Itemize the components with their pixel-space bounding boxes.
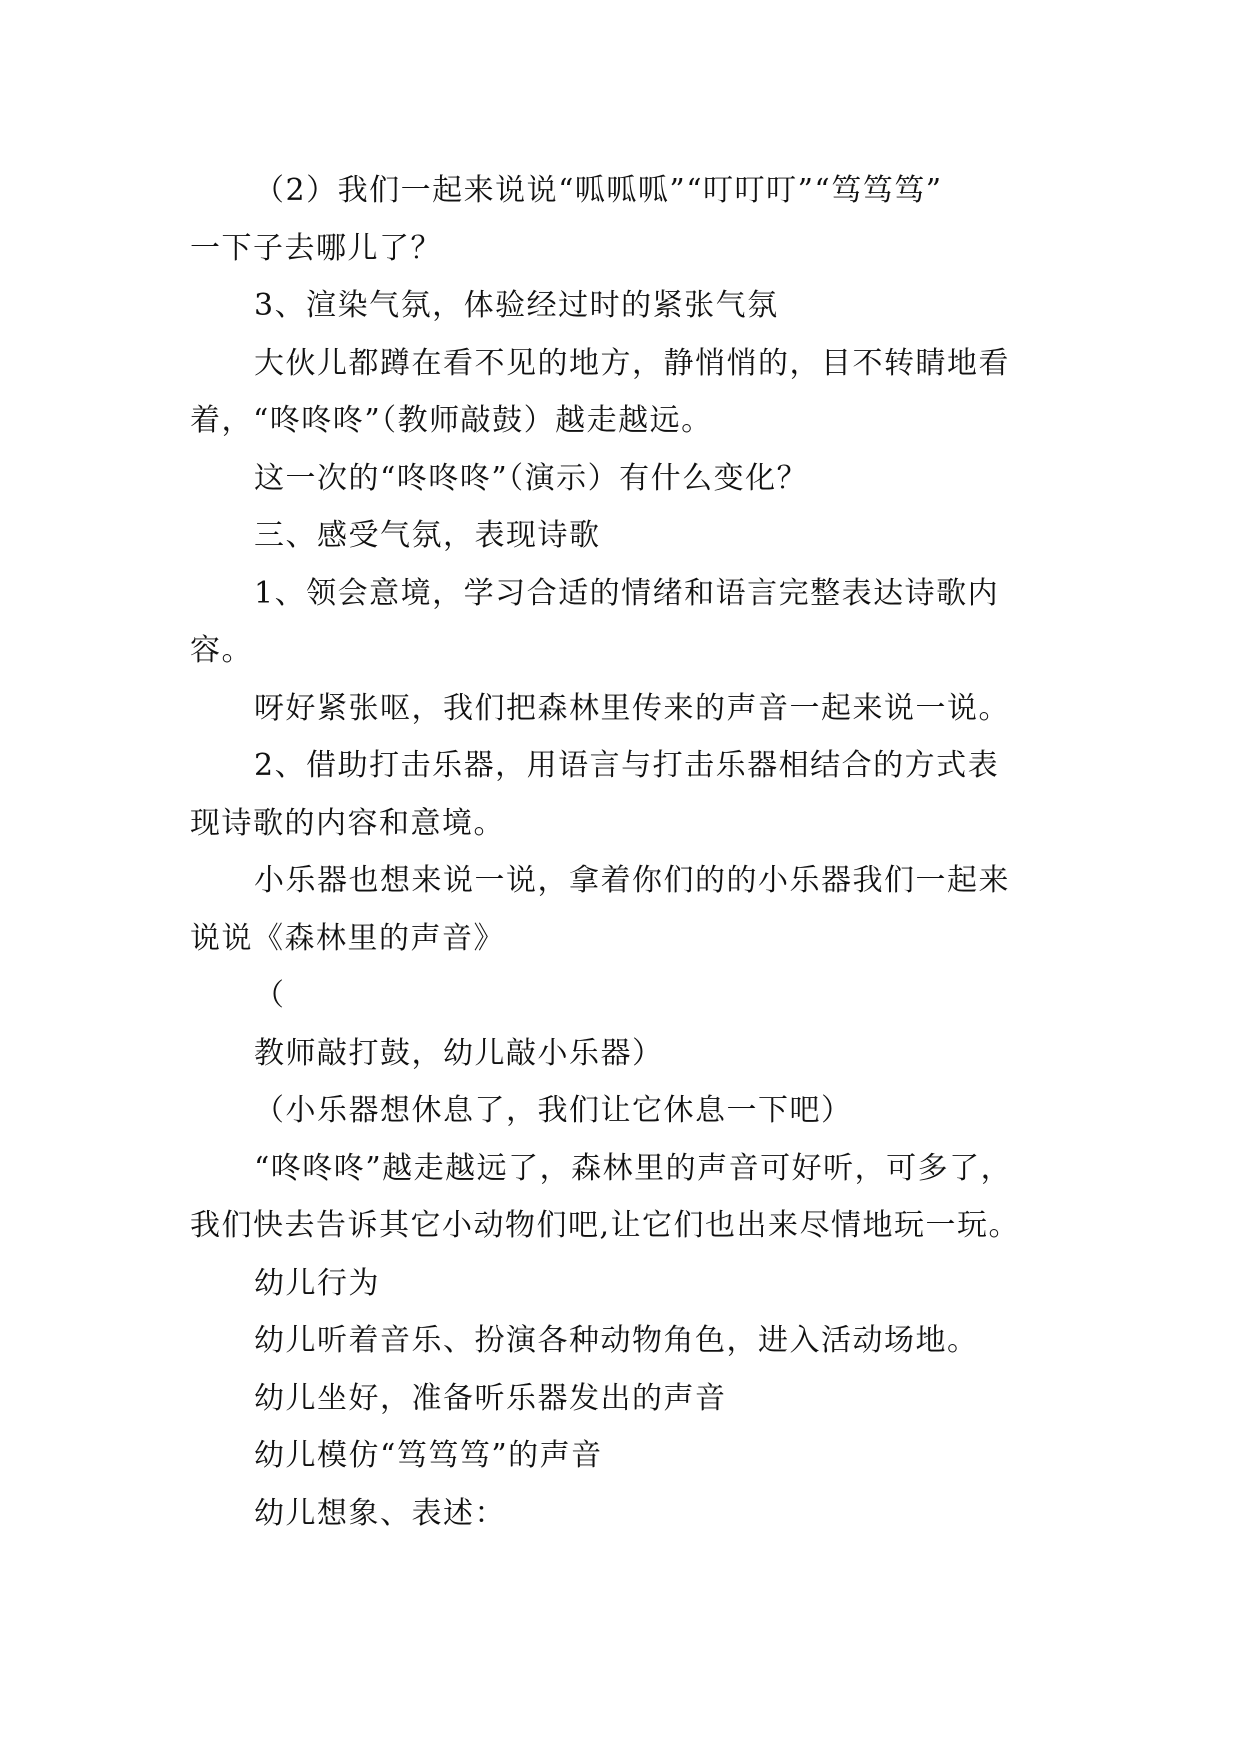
section-heading: 三、感受气氛，表现诗歌 <box>254 518 601 553</box>
text-line: “咚咚咚”越走越远了，森林里的声音可好听，可多了， <box>254 1150 1013 1186</box>
text-line: 幼儿模仿“笃笃笃”的声音 <box>254 1438 603 1473</box>
text-line: 一下子去哪儿了？ <box>190 230 442 266</box>
text-line: 现诗歌的内容和意境。 <box>190 805 505 841</box>
text-line: 说说《森林里的声音》 <box>190 920 505 956</box>
text-line: 幼儿听着音乐、扮演各种动物角色，进入活动场地。 <box>254 1323 979 1358</box>
text-line: 幼儿想象、表述： <box>254 1495 506 1531</box>
text-line: 3、渲染气氛，体验经过时的紧张气氛 <box>254 288 779 323</box>
text-line: 容。 <box>190 633 253 668</box>
text-line: （小乐器想休息了，我们让它休息一下吧） <box>254 1093 853 1128</box>
text-line: 小乐器也想来说一说，拿着你们的的小乐器我们一起来 <box>254 863 1010 898</box>
text-line: 2、借助打击乐器，用语言与打击乐器相结合的方式表 <box>254 748 1000 783</box>
text-line: （ <box>254 978 286 1013</box>
text-line: 我们快去告诉其它小动物们吧,让它们也出来尽情地玩一玩。 <box>190 1208 1021 1243</box>
text-line: 幼儿坐好，准备听乐器发出的声音 <box>254 1380 727 1416</box>
text-line: 教师敲打鼓，幼儿敲小乐器） <box>254 1035 664 1071</box>
document-body <box>190 162 1070 1542</box>
text-line: 幼儿行为 <box>254 1265 380 1301</box>
text-line: （2）我们一起来说说“呱呱呱”“叮叮叮”“笃笃笃” <box>254 173 943 208</box>
text-line: 着，“咚咚咚”（教师敲鼓）越走越远。 <box>190 403 713 438</box>
text-line: 这一次的“咚咚咚”（演示）有什么变化？ <box>254 460 809 496</box>
text-line: 1、领会意境，学习合适的情绪和语言完整表达诗歌内 <box>254 575 1000 611</box>
text-line: 呀好紧张呕，我们把森林里传来的声音一起来说一说。 <box>254 690 1010 726</box>
text-line: 大伙儿都蹲在看不见的地方，静悄悄的，目不转睛地看 <box>254 345 1010 381</box>
